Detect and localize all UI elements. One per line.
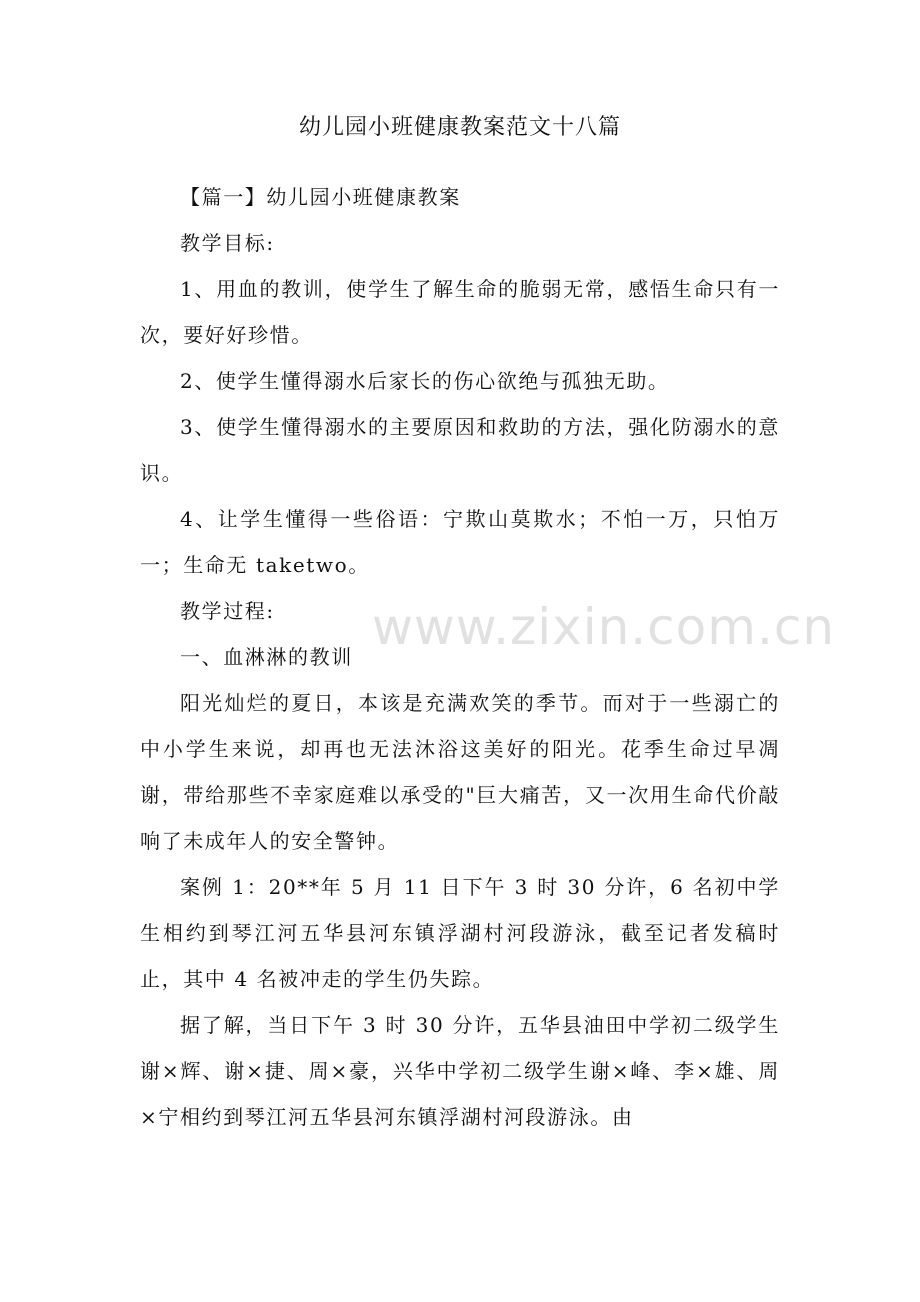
document-body [140, 174, 780, 1140]
document-title: 幼儿园小班健康教案范文十八篇 [298, 115, 621, 140]
paragraph-goal-4: 4、让学生懂得一些俗语：宁欺山莫欺水；不怕一万，只怕万一；生命无 taketwo。 [140, 507, 780, 577]
paragraph-goal-3: 3、使学生懂得溺水的主要原因和救助的方法，强化防溺水的意识。 [140, 415, 780, 485]
paragraph-subheading-lesson: 一、血淋淋的教训 [180, 645, 353, 669]
paragraph-intro: 阳光灿烂的夏日，本该是充满欢笑的季节。而对于一些溺亡的中小学生来说，却再也无法沐浴这美好的阳光。花季生命过早凋谢，带给那些不幸家庭难以承受的"巨大痛苦，又一次用生命代价敲响了未成年人的安全警钟。 [140, 691, 780, 853]
paragraph-goal-1: 1、用血的教训，使学生了解生命的脆弱无常，感悟生命只有一次，要好好珍惜。 [140, 277, 780, 347]
paragraph-teaching-goals-heading: 教学目标: [180, 231, 275, 255]
paragraph-case-details: 据了解，当日下午 3 时 30 分许，五华县油田中学初二级学生谢×辉、谢×捷、周×豪，兴华中学初二级学生谢×峰、李×雄、周×宁相约到琴江河五华县河东镇浮湖村河段游泳。由 [140, 1013, 780, 1129]
paragraph-goal-2: 2、使学生懂得溺水后家长的伤心欲绝与孤独无助。 [180, 369, 670, 393]
watermark: www.zixin.com.cn [372, 598, 836, 656]
paragraph-teaching-process-heading: 教学过程: [180, 599, 275, 623]
section-heading: 【篇一】幼儿园小班健康教案 [180, 185, 461, 209]
paragraph-case-1: 案例 1：20**年 5 月 11 日下午 3 时 30 分许，6 名初中学生相约到琴江河五华县河东镇浮湖村河段游泳，截至记者发稿时止，其中 4 名被冲走的学生仍失踪。 [140, 875, 780, 991]
